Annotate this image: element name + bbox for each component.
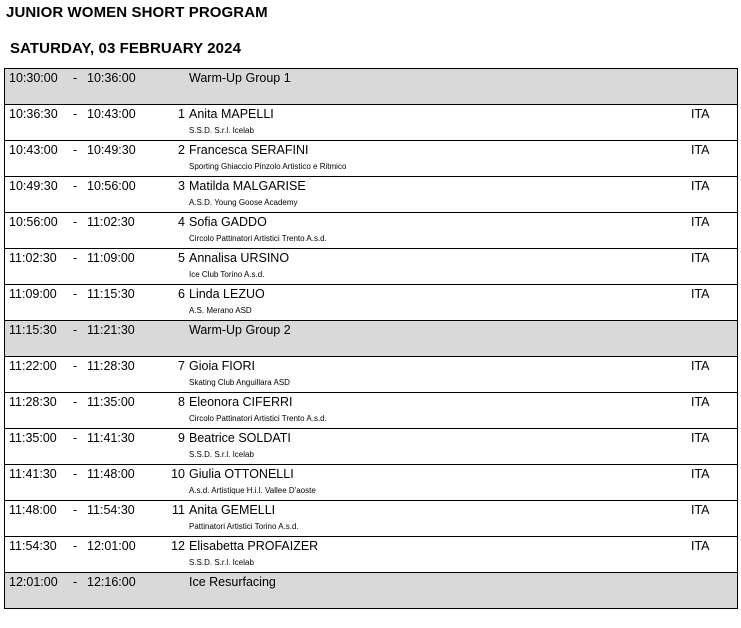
end-time: 10:43:00 [87, 107, 136, 121]
start-time: 11:02:30 [9, 251, 57, 265]
skater-club: S.S.D. S.r.l. Icelab [189, 450, 254, 459]
skater-name: Gioia FIORI [189, 359, 255, 373]
start-number: 10 [171, 467, 185, 481]
skater-name: Francesca SERAFINI [189, 143, 309, 157]
time-separator: - [73, 359, 78, 373]
skater-club: Ice Club Torino A.s.d. [189, 270, 265, 279]
time-separator: - [73, 575, 78, 589]
nation-code: ITA [691, 179, 710, 193]
table-row [4, 177, 738, 213]
schedule-break-row [4, 573, 738, 609]
skater-club: S.S.D. S.r.l. Icelab [189, 126, 254, 135]
time-separator: - [73, 107, 78, 121]
time-separator: - [73, 71, 78, 85]
skater-club: A.S.D. Young Goose Academy [189, 198, 298, 207]
skater-name: Elisabetta PROFAIZER [189, 539, 319, 553]
time-separator: - [73, 395, 78, 409]
time-separator: - [73, 503, 78, 517]
end-time: 10:49:30 [87, 143, 136, 157]
start-number: 1 [178, 107, 185, 121]
skater-name: Linda LEZUO [189, 287, 265, 301]
skater-club: Circolo Pattinatori Artistici Trento A.s.d. [189, 234, 327, 243]
time-separator: - [73, 467, 78, 481]
end-time: 11:15:30 [87, 287, 135, 301]
end-time: 11:48:00 [87, 467, 135, 481]
time-separator: - [73, 251, 78, 265]
time-separator: - [73, 287, 78, 301]
skater-club: A.S. Merano ASD [189, 306, 252, 315]
end-time: 11:02:30 [87, 215, 135, 229]
schedule-break-row [4, 321, 738, 357]
time-separator: - [73, 539, 78, 553]
table-row [4, 465, 738, 501]
start-number: 8 [178, 395, 185, 409]
start-number: 11 [172, 503, 185, 517]
event-title: JUNIOR WOMEN SHORT PROGRAM [6, 4, 268, 21]
skater-club: Skating Club Anguillara ASD [189, 378, 290, 387]
end-time: 11:21:30 [87, 323, 135, 337]
time-separator: - [73, 323, 78, 337]
nation-code: ITA [691, 539, 710, 553]
skater-name: Matilda MALGARISE [189, 179, 306, 193]
nation-code: ITA [691, 251, 710, 265]
start-time: 11:35:00 [9, 431, 57, 445]
start-time: 10:30:00 [9, 71, 58, 85]
table-row [4, 213, 738, 249]
break-label: Ice Resurfacing [189, 575, 276, 589]
start-time: 12:01:00 [9, 575, 58, 589]
start-time: 10:56:00 [9, 215, 58, 229]
table-row [4, 429, 738, 465]
start-time: 10:43:00 [9, 143, 58, 157]
skater-club: A.s.d. Artistique H.i.l. Vallee D'aoste [189, 486, 316, 495]
nation-code: ITA [691, 467, 710, 481]
time-separator: - [73, 215, 78, 229]
start-number: 4 [178, 215, 185, 229]
nation-code: ITA [691, 215, 710, 229]
table-row [4, 285, 738, 321]
end-time: 11:41:30 [87, 431, 135, 445]
end-time: 11:09:00 [87, 251, 135, 265]
schedule-break-row [4, 69, 738, 105]
nation-code: ITA [691, 143, 710, 157]
nation-code: ITA [691, 287, 710, 301]
skater-name: Annalisa URSINO [189, 251, 290, 265]
start-number: 12 [171, 539, 185, 553]
skater-club: S.S.D. S.r.l. Icelab [189, 558, 254, 567]
end-time: 11:35:00 [87, 395, 135, 409]
time-separator: - [73, 431, 78, 445]
skater-name: Anita MAPELLI [189, 107, 274, 121]
end-time: 12:16:00 [87, 575, 136, 589]
end-time: 12:01:00 [87, 539, 136, 553]
table-row [4, 501, 738, 537]
start-time: 10:49:30 [9, 179, 58, 193]
start-number: 3 [178, 179, 185, 193]
start-time: 11:22:00 [9, 359, 57, 373]
break-label: Warm-Up Group 1 [189, 71, 291, 85]
start-time: 11:09:00 [9, 287, 57, 301]
end-time: 10:56:00 [87, 179, 136, 193]
end-time: 11:54:30 [87, 503, 135, 517]
skater-name: Eleonora CIFERRI [189, 395, 293, 409]
start-number: 9 [178, 431, 185, 445]
start-time: 10:36:30 [9, 107, 58, 121]
table-row [4, 141, 738, 177]
time-separator: - [73, 143, 78, 157]
start-number: 2 [178, 143, 185, 157]
nation-code: ITA [691, 107, 710, 121]
start-number: 5 [178, 251, 185, 265]
schedule-table [4, 68, 738, 609]
table-row [4, 357, 738, 393]
break-label: Warm-Up Group 2 [189, 323, 291, 337]
start-number: 7 [178, 359, 185, 373]
start-time: 11:28:30 [9, 395, 57, 409]
table-row [4, 537, 738, 573]
skater-name: Giulia OTTONELLI [189, 467, 294, 481]
start-time: 11:41:30 [9, 467, 57, 481]
start-time: 11:54:30 [9, 539, 57, 553]
nation-code: ITA [691, 431, 710, 445]
time-separator: - [73, 179, 78, 193]
nation-code: ITA [691, 503, 710, 517]
end-time: 10:36:00 [87, 71, 136, 85]
start-number: 6 [178, 287, 185, 301]
nation-code: ITA [691, 395, 710, 409]
schedule-date: SATURDAY, 03 FEBRUARY 2024 [10, 40, 242, 57]
nation-code: ITA [691, 359, 710, 373]
start-time: 11:15:30 [9, 323, 57, 337]
skater-name: Anita GEMELLI [189, 503, 276, 517]
skater-club: Pattinatori Artistici Torino A.s.d. [189, 522, 299, 531]
skater-club: Sporting Ghiaccio Pinzolo Artistico e Ritmico [189, 162, 347, 171]
skater-name: Sofia GADDO [189, 215, 267, 229]
table-row [4, 105, 738, 141]
start-time: 11:48:00 [9, 503, 57, 517]
skater-name: Beatrice SOLDATI [189, 431, 291, 445]
table-row [4, 249, 738, 285]
end-time: 11:28:30 [87, 359, 135, 373]
skater-club: Circolo Pattinatori Artistici Trento A.s.d. [189, 414, 327, 423]
table-row [4, 393, 738, 429]
